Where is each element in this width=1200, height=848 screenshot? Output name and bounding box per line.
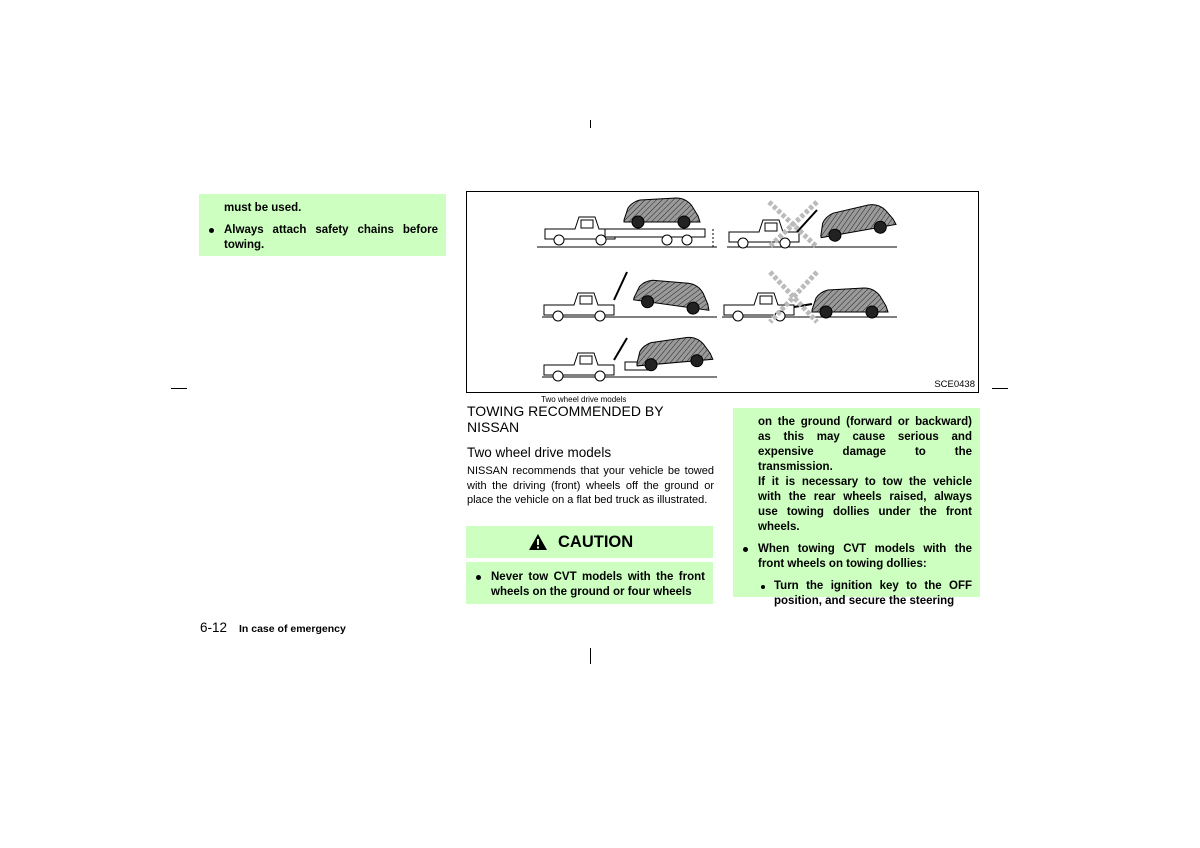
right-sub-bullet-item [741, 579, 972, 609]
page-number: 6-12 [200, 620, 228, 635]
wheel-lift-tow-front-icon [542, 272, 717, 321]
crop-mark-top [590, 120, 591, 128]
flatbed-truck-icon [537, 198, 717, 247]
warning-triangle-icon [528, 533, 548, 551]
towing-figure [466, 191, 979, 393]
section-heading: TOWING RECOMMENDED BY NISSAN [467, 403, 664, 435]
sub-bullet-icon [761, 585, 765, 589]
bullet-icon [476, 575, 481, 580]
left-continuation-text: must be used. [224, 202, 302, 214]
footer-section-title: In case of emergency [239, 623, 346, 635]
left-bullet-item [207, 223, 438, 253]
right-continuation-text: on the ground (forward or backward) as this may cause serious and expensive damage to the transmission. [758, 416, 972, 473]
caution-bullet-text: Never tow CVT models with the front wheels on the ground or four wheels [491, 571, 705, 598]
right-sub-bullet-text: Turn the ignition key to the OFF position, and secure the steering [774, 580, 972, 607]
tow-prohibited-icon [727, 201, 897, 248]
tow-prohibited-icon-2 [722, 272, 897, 322]
crop-mark-left [171, 388, 187, 389]
figure-caption: Two wheel drive models [541, 395, 627, 404]
section-body-text: NISSAN recommends that your vehicle be towed with the driving (front) wheels off the ground or place the vehicle on a flat bed truck as illustrated. [467, 465, 714, 506]
towing-dolly-icon [542, 335, 717, 381]
right-bullet-text: When towing CVT models with the front wheels on towing dollies: [758, 543, 972, 570]
bullet-icon [209, 228, 214, 233]
section-subheading: Two wheel drive models [467, 445, 612, 460]
caution-header [466, 526, 713, 558]
crop-mark-bottom [590, 648, 591, 664]
towing-illustration [467, 192, 978, 392]
caution-body [466, 562, 713, 604]
caution-bullet-item [474, 570, 705, 600]
crop-mark-right [992, 388, 1008, 389]
right-column-box [733, 408, 980, 607]
right-bullet-item [741, 542, 972, 572]
caution-label: CAUTION [558, 532, 634, 551]
left-column-box [199, 194, 446, 256]
right-paragraph-2: If it is necessary to tow the vehicle with the rear wheels raised, always use towing dollies under the front wheels. [758, 476, 972, 533]
left-bullet-text: Always attach safety chains before towing. [224, 224, 438, 251]
bullet-icon [743, 547, 748, 552]
figure-code: SCE0438 [934, 379, 975, 390]
